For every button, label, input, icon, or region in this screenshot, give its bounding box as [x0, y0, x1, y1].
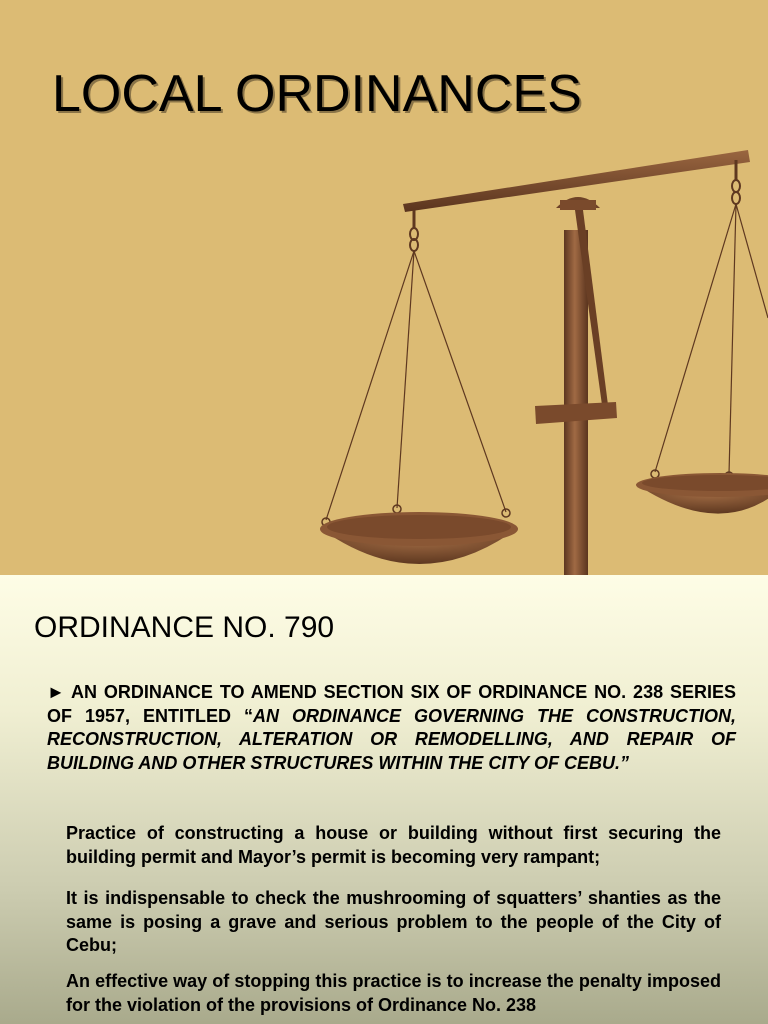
intro-plain-text: AN ORDINANCE TO AMEND SECTION SIX OF ORDINANCE NO. 238 SERIES OF 1957, ENTITLED “: [47, 682, 736, 726]
content-panel: [0, 575, 768, 1024]
page-title: LOCAL ORDINANCES: [52, 65, 582, 123]
paragraph-penalty: An effective way of stopping this practice is to increase the penalty imposed for the violation of the provisions of Ordinance No. 238: [66, 971, 721, 1015]
ordinance-heading: ORDINANCE NO. 790: [34, 611, 335, 644]
paragraph-permit-practice: Practice of constructing a house or building without first securing the building permit and Mayor’s permit is becoming very rampant;: [66, 823, 721, 867]
bullet-arrow-icon: ►: [47, 682, 65, 702]
paragraph-squatters: It is indispensable to check the mushrooming of squatters’ shanties as the same is posing a grave and serious problem to the people of the City of Cebu;: [66, 888, 721, 955]
intro-italic-title: AN ORDINANCE GOVERNING THE CONSTRUCTION, RECONSTRUCTION, ALTERATION OR REMODELLING, AND REPAIR OF BUILDING AND OTHER STRUCTURES WITHIN THE CITY OF CEBU.”: [47, 705, 736, 773]
ordinance-intro: [47, 681, 736, 775]
